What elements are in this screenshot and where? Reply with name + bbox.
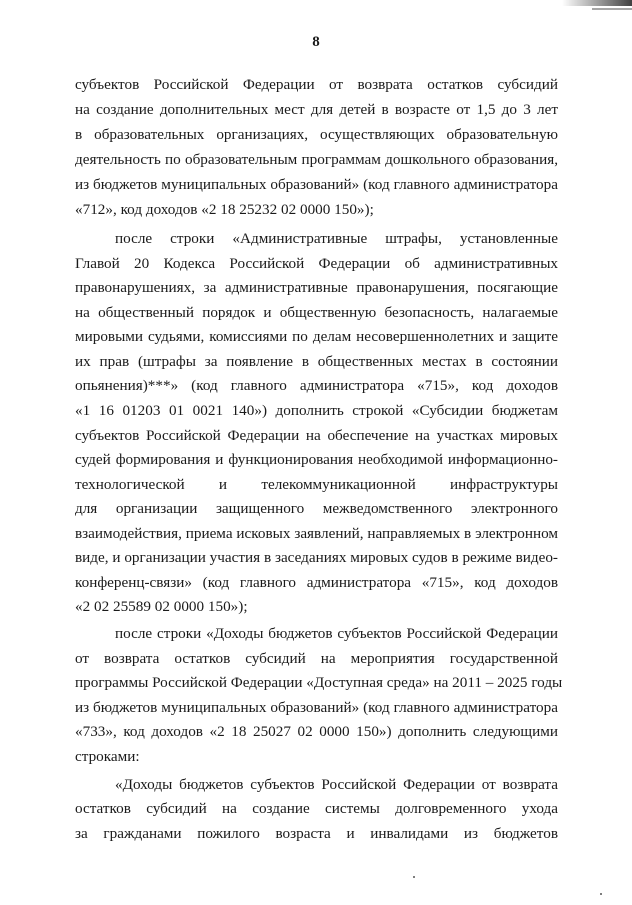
text-line: технологической и телекоммуникационной инфраструктуры (75, 476, 558, 493)
text-line: «2 02 25589 02 0000 150»); (75, 598, 248, 615)
scan-speck (413, 876, 415, 878)
text-line: «712», код доходов «2 18 25232 02 0000 150»); (75, 201, 374, 218)
text-line: за гражданами пожилого возраста и инвалидами из бюджетов (75, 825, 558, 842)
text-line: конференц-связи» (код главного администратора «715», код доходов (75, 574, 558, 591)
text-line: программы Российской Федерации «Доступная среда» на 2011 – 2025 годы (75, 674, 563, 691)
text-line: в образовательных организациях, осуществляющих образовательную (75, 126, 558, 143)
text-line: «1 16 01203 01 0021 140») дополнить строкой «Субсидии бюджетам (75, 402, 558, 419)
text-line: судей формирования и функционирования необходимой информационно- (75, 451, 558, 468)
text-line: из бюджетов муниципальных образований» (код главного администратора (75, 699, 558, 716)
text-line: остатков субсидий на создание системы долговременного ухода (75, 800, 558, 817)
scan-edge-mark-secondary (592, 8, 632, 10)
text-line: мировыми судьями, комиссиями по делам несовершеннолетних и защите (75, 328, 558, 345)
text-line: из бюджетов муниципальных образований» (код главного администратора (75, 176, 558, 193)
text-line: их прав (штрафы за появление в общественных местах в состоянии (75, 353, 558, 370)
text-line: после строки «Доходы бюджетов субъектов Российской Федерации (115, 625, 558, 642)
page-number: 8 (312, 34, 320, 50)
text-line: на создание дополнительных мест для детей в возрасте от 1,5 до 3 лет (75, 101, 558, 118)
text-line: на общественный порядок и общественную безопасность, налагаемые (75, 304, 558, 321)
text-line: правонарушениях, за административные правонарушения, посягающие (75, 279, 558, 296)
text-line: для организации защищенного межведомственного электронного (75, 500, 558, 517)
text-line: «733», код доходов «2 18 25027 02 0000 150») дополнить следующими (75, 723, 558, 740)
text-line: субъектов Российской Федерации от возврата остатков субсидий (75, 76, 558, 93)
scan-edge-mark (562, 0, 632, 6)
text-line: деятельность по образовательным программам дошкольного образования, (75, 151, 558, 168)
text-line: субъектов Российской Федерации на обеспечение на участках мировых (75, 427, 558, 444)
scan-speck (600, 893, 602, 895)
text-line: после строки «Административные штрафы, установленные (115, 230, 558, 247)
text-line: опьянения)***» (код главного администратора «715», код доходов (75, 377, 558, 394)
text-line: «Доходы бюджетов субъектов Российской Федерации от возврата (115, 776, 558, 793)
text-line: Главой 20 Кодекса Российской Федерации об административных (75, 255, 558, 272)
text-line: строками: (75, 748, 140, 765)
text-line: взаимодействия, приема исковых заявлений, направляемых в электронном (75, 525, 558, 542)
text-line: от возврата остатков субсидий на мероприятия государственной (75, 650, 558, 667)
text-line: виде, и организации участия в заседаниях мировых судов в режиме видео- (75, 549, 558, 566)
